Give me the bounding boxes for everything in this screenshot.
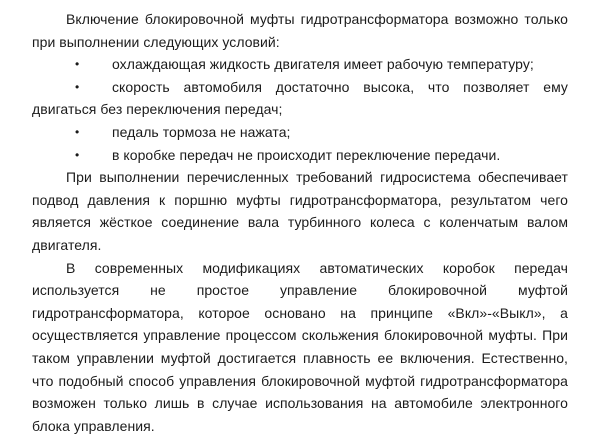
document-body: [32, 8, 568, 437]
condition-text: в коробке передач не происходит переключение передачи.: [112, 146, 501, 163]
condition-item: [32, 121, 568, 144]
condition-item: [32, 76, 568, 121]
result-paragraph: При выполнении перечисленных требований гидросистема обеспечивает подвод давления к поршню муфты гидротрансформатора, результатом чего является жёсткое соединение вала турбинного колеса с коленчатым валом двигателя.: [32, 169, 568, 253]
bullet-icon: •: [75, 124, 80, 139]
intro-paragraph: Включение блокировочной муфты гидротрансформатора возможно только при выполнении следующих условий:: [32, 11, 568, 50]
condition-text: педаль тормоза не нажата;: [112, 123, 291, 140]
condition-item: [32, 144, 568, 167]
condition-item: [32, 53, 568, 76]
bullet-icon: •: [75, 79, 80, 94]
bullet-icon: •: [75, 57, 80, 72]
condition-text: скорость автомобиля достаточно высока, что позволяет ему двигаться без переключения передач;: [32, 78, 568, 118]
conditions-list: [32, 53, 568, 166]
condition-text: охлаждающая жидкость двигателя имеет рабочую температуру;: [112, 56, 534, 73]
bullet-icon: •: [75, 147, 80, 162]
modern-control-paragraph: В современных модификациях автоматических коробок передач используется не простое управление блокировочной муфтой гидротрансформатора, которое основано на принципе «Вкл»-«Выкл», а осуществляется управление процессом скольжения блокировочной муфты. При таком управлении муфтой достигается плавность ее включения. Естественно, что подобный способ управления блокировочной муфтой гидротрансформатора возможен только лишь в случае использования на автомобиле электронного блока управления.: [32, 259, 568, 434]
